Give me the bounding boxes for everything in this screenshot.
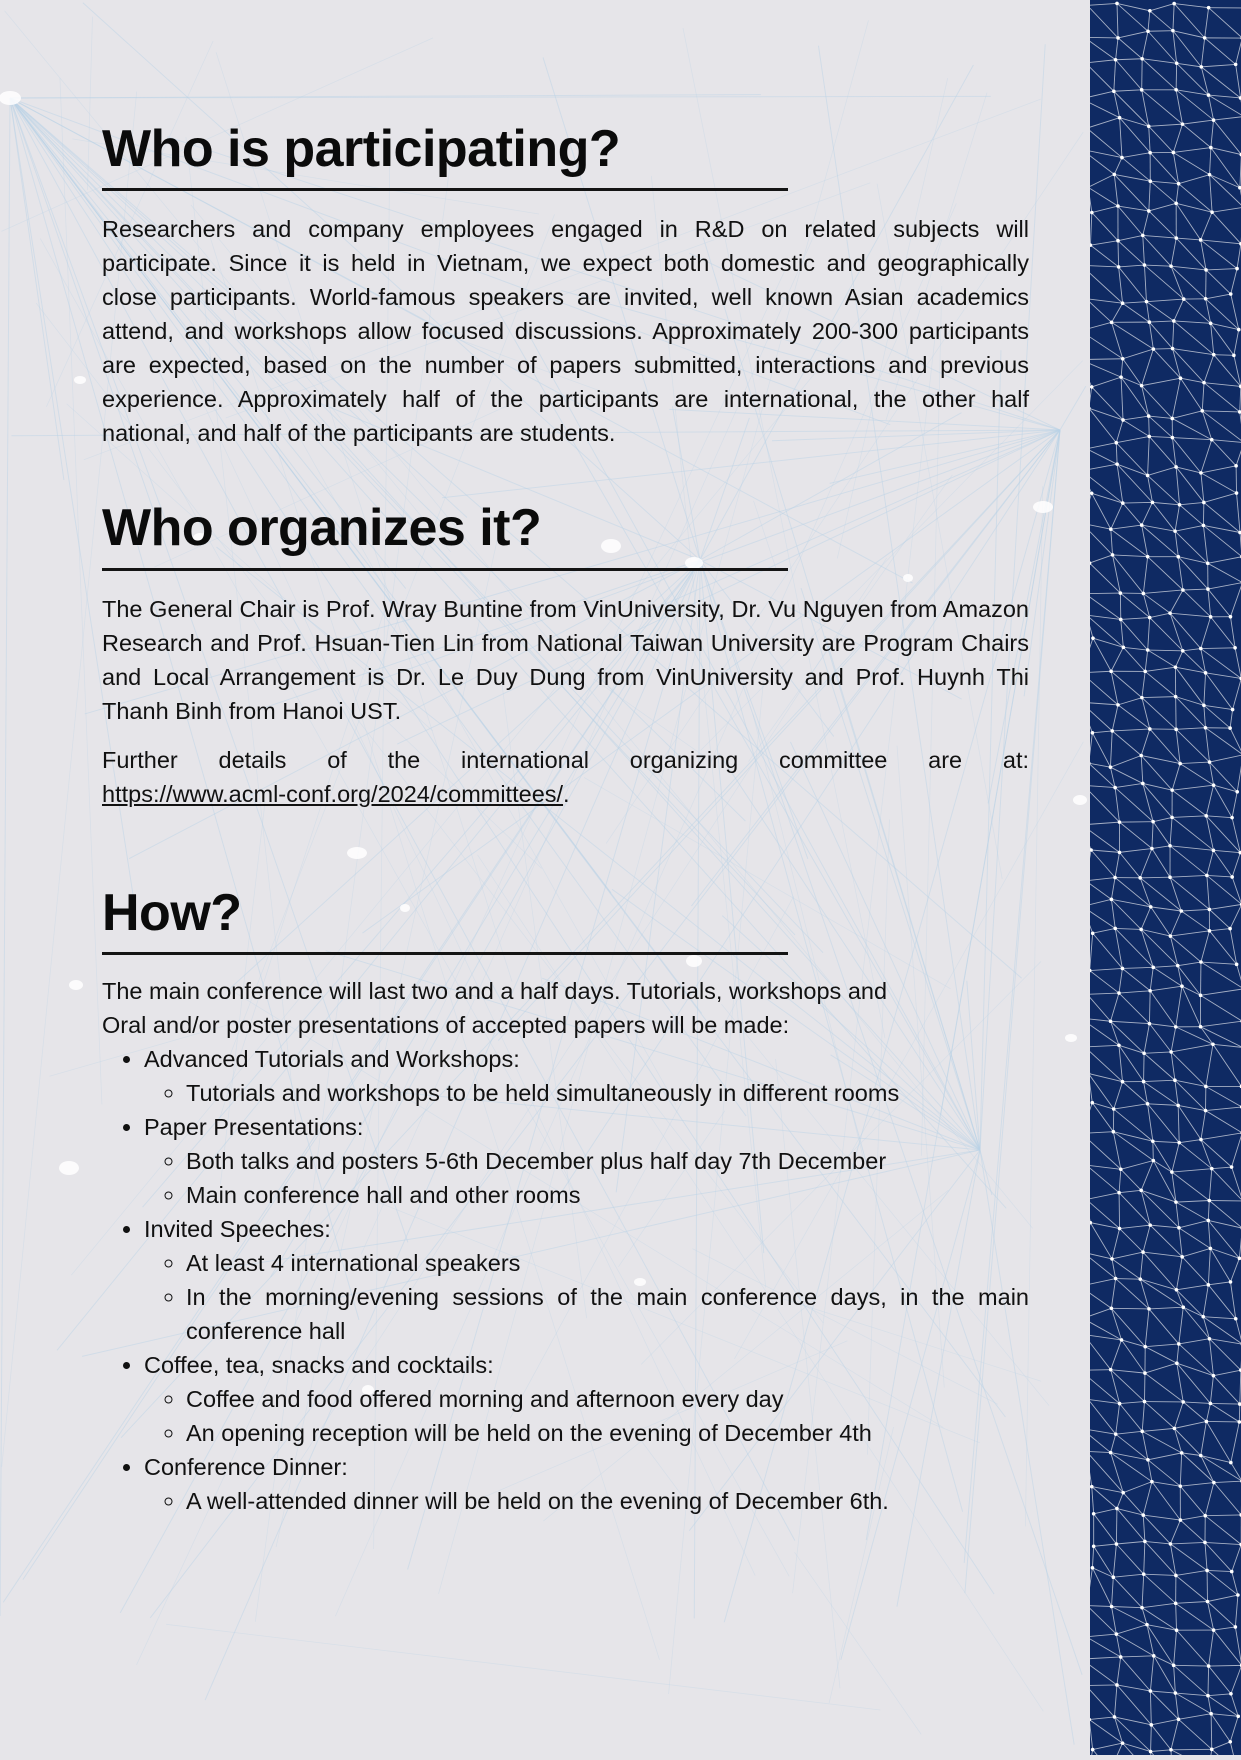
sub-list <box>144 1382 1029 1450</box>
page-content <box>102 118 1029 1518</box>
list-item <box>144 1450 1029 1518</box>
list-item <box>144 1348 1029 1450</box>
title-underline <box>102 568 788 571</box>
list-item <box>144 1212 1029 1348</box>
list-item <box>144 1042 1029 1110</box>
list-item-label: Conference Dinner: <box>144 1454 348 1480</box>
details-prefix: Further details of the international organizing committee are at: <box>102 743 1029 777</box>
list-item-label: Invited Speeches: <box>144 1216 331 1242</box>
sub-list-item: ◦ Coffee and food offered morning and afternoon every day <box>186 1382 1029 1416</box>
sub-list <box>144 1076 1029 1110</box>
details-suffix: . <box>563 781 570 807</box>
sub-list-item: ◦ Tutorials and workshops to be held simultaneously in different rooms <box>186 1076 1029 1110</box>
how-intro <box>102 974 1029 1042</box>
sub-list-item: ◦ An opening reception will be held on the evening of December 4th <box>186 1416 1029 1450</box>
decorative-network-band <box>1090 0 1241 1755</box>
section-how <box>102 882 1029 1518</box>
sub-list-item: ◦ Main conference hall and other rooms <box>186 1178 1029 1212</box>
list-item-label: Advanced Tutorials and Workshops: <box>144 1046 520 1072</box>
how-list <box>102 1042 1029 1518</box>
list-item <box>144 1110 1029 1212</box>
details-link-line <box>102 777 1029 811</box>
how-intro-line-2: Oral and/or poster presentations of accepted papers will be made: <box>102 1012 789 1038</box>
section-organizers <box>102 497 1029 810</box>
list-item-label: Coffee, tea, snacks and cocktails: <box>144 1352 494 1378</box>
sub-list-item: ◦ At least 4 international speakers <box>186 1246 1029 1280</box>
section-participating <box>102 118 1029 450</box>
list-item-label: Paper Presentations: <box>144 1114 363 1140</box>
sub-list-item: ◦ A well-attended dinner will be held on the evening of December 6th. <box>186 1484 1029 1518</box>
how-intro-line-1: The main conference will last two and a half days. Tutorials, workshops and <box>102 978 887 1004</box>
section-body: The General Chair is Prof. Wray Buntine from VinUniversity, Dr. Vu Nguyen from Amazon Research and Prof. Hsuan-Tien Lin from National Taiwan University are Program Chairs and Local Arrangement is Dr. Le Duy Dung from VinUniversity and Prof. Huynh Thi Thanh Binh from Hanoi UST. <box>102 592 1029 728</box>
committees-link[interactable]: https://www.acml-conf.org/2024/committees/ <box>102 781 563 807</box>
section-body: Researchers and company employees engaged in R&D on related subjects will participate. Since it is held in Vietnam, we expect both domestic and geographically close participants. World-famous speakers are invited, well known Asian academics attend, and workshops allow focused discussions. Approximately 200-300 participants are expected, based on the number of papers submitted, interactions and previous experience. Approximately half of the participants are international, the other half national, and half of the participants are students. <box>102 212 1029 450</box>
sub-list-item: ◦ In the morning/evening sessions of the main conference days, in the main conference hall <box>186 1280 1029 1348</box>
title-underline <box>102 952 788 955</box>
section-title: Who is participating? <box>102 118 1029 180</box>
sub-list <box>144 1484 1029 1518</box>
section-title: How? <box>102 882 1029 944</box>
sub-list <box>144 1144 1029 1212</box>
section-title: Who organizes it? <box>102 497 1029 559</box>
sub-list-item: ◦ Both talks and posters 5-6th December plus half day 7th December <box>186 1144 1029 1178</box>
title-underline <box>102 188 788 191</box>
sub-list <box>144 1246 1029 1348</box>
